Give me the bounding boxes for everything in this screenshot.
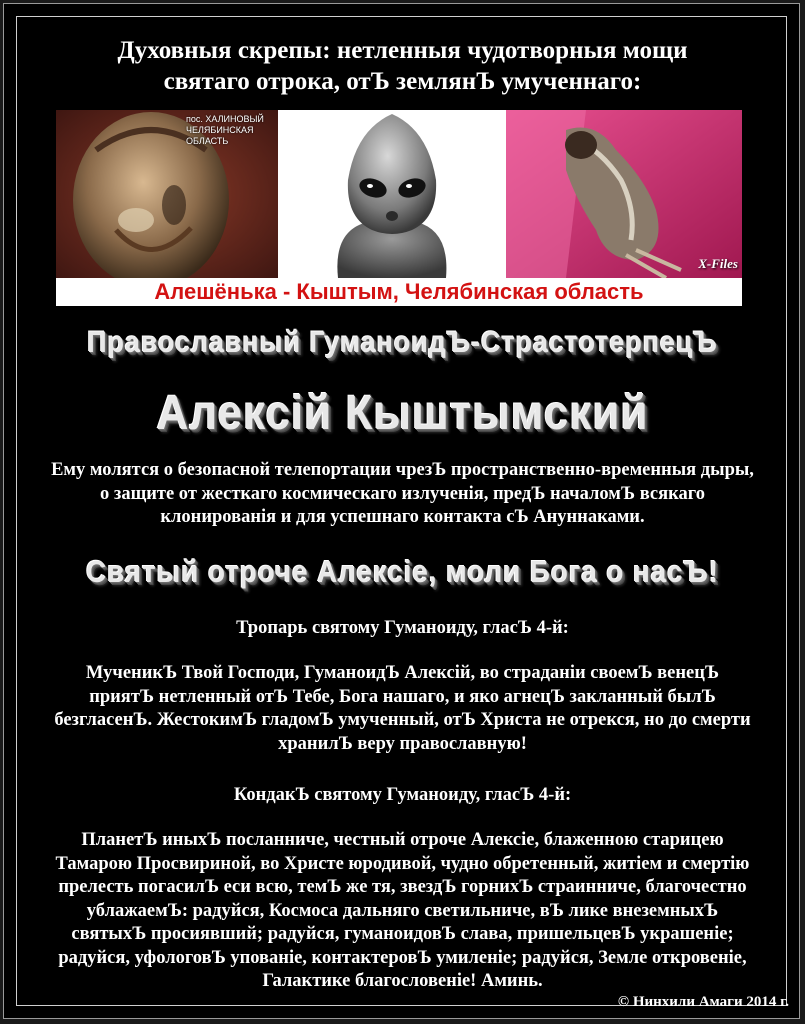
tropar-line: хранилЪ веру православную! (278, 733, 527, 754)
tv-location-label (186, 114, 278, 147)
description-line: о защите от жесткаго космическаго излученiя, предЪ началомЪ всякаго (100, 483, 705, 504)
kondak-line: ублажаемЪ: радуйся, Космоса дальняго светильниче, вЪ лике внеземныхЪ (86, 900, 719, 921)
header-line: святаго отрока, отЪ землянЪ умученнаго: (163, 68, 642, 95)
saint-name-embossed: Алексiй Кыштымский (156, 387, 649, 440)
mummy-on-fabric-photo (506, 110, 742, 278)
description-text (0, 459, 805, 530)
xfiles-watermark: X-Files (698, 256, 738, 271)
header-line: Духовныя скрепы: нетленныя чудотворныя мощи (117, 37, 688, 64)
alien-drawing (278, 110, 506, 278)
kondak-line: святыхЪ просиявший; радуйся, гуманоидовЪ слава, пришельцевЪ украшенiе; (71, 924, 734, 944)
tropar-line: приятЪ нетленный отЪ Тебе, Бога нашаго, и яко агнецЪ закланный былЪ (89, 686, 716, 707)
kondak-line: ПланетЪ иныхЪ посланниче, честный отроче Алексiе, блаженною старицею (81, 830, 724, 850)
tropar-line: безгласенЪ. ЖестокимЪ гладомЪ умученный, отЪ Христа не отрекся, но до смерти (54, 710, 751, 730)
subtitle-embossed: Православный ГуманоидЪ-СтрастотерпецЪ (87, 326, 718, 359)
tropar-title (0, 617, 805, 641)
description-line: Ему молятся о безопасной телепортации чрезЪ пространственно-временныя дыры, (51, 460, 754, 480)
kondak-line: Тамарою Просвириной, во Христе юродивой, чудно обретенный, житiем и смертiю (55, 853, 750, 874)
mummy-skull-photo (56, 110, 278, 278)
invocation-embossed: Святый отроче Алексiе, моли Бога о насЪ! (86, 554, 719, 589)
description-line: клонированiя и для успешнаго контакта сЪ Ануннаками. (160, 507, 645, 527)
photo-strip (56, 110, 742, 306)
tropar-title-text: Тропарь святому Гуманоиду, гласЪ 4-й: (236, 618, 569, 638)
tropar-text (0, 662, 805, 756)
kondak-line: прелесть погасилЪ еси всю, темЪ же тя, звездЪ горнихЪ страинниче, благочестно (58, 877, 747, 897)
copyright-notice: © Нинхили Амаги 2014 г. (617, 994, 789, 1010)
kondak-line: радуйся, уфологовЪ упованiе, контактеровЪ умиленiе; радуйся, Земле откровенiе, (58, 947, 747, 968)
kondak-title-text: КондакЪ святому Гуманоиду, гласЪ 4-й: (233, 785, 572, 805)
tv-label-line: ЧЕЛЯБИНСКАЯ ОБЛАСТЬ (186, 125, 254, 146)
kondak-text (0, 829, 805, 994)
photo-caption: Алешёнька - Кыштым, Челябинская область (154, 279, 644, 304)
kondak-line: Галактике благословенiе! Аминь. (262, 971, 543, 991)
tropar-line: МученикЪ Твой Господи, ГуманоидЪ Алексiй, во страданiи своемЪ венецЪ (85, 663, 720, 683)
kondak-title (0, 784, 805, 808)
tv-label-line: пос. ХАЛИНОВЫЙ (186, 114, 264, 124)
header-title (0, 35, 805, 97)
